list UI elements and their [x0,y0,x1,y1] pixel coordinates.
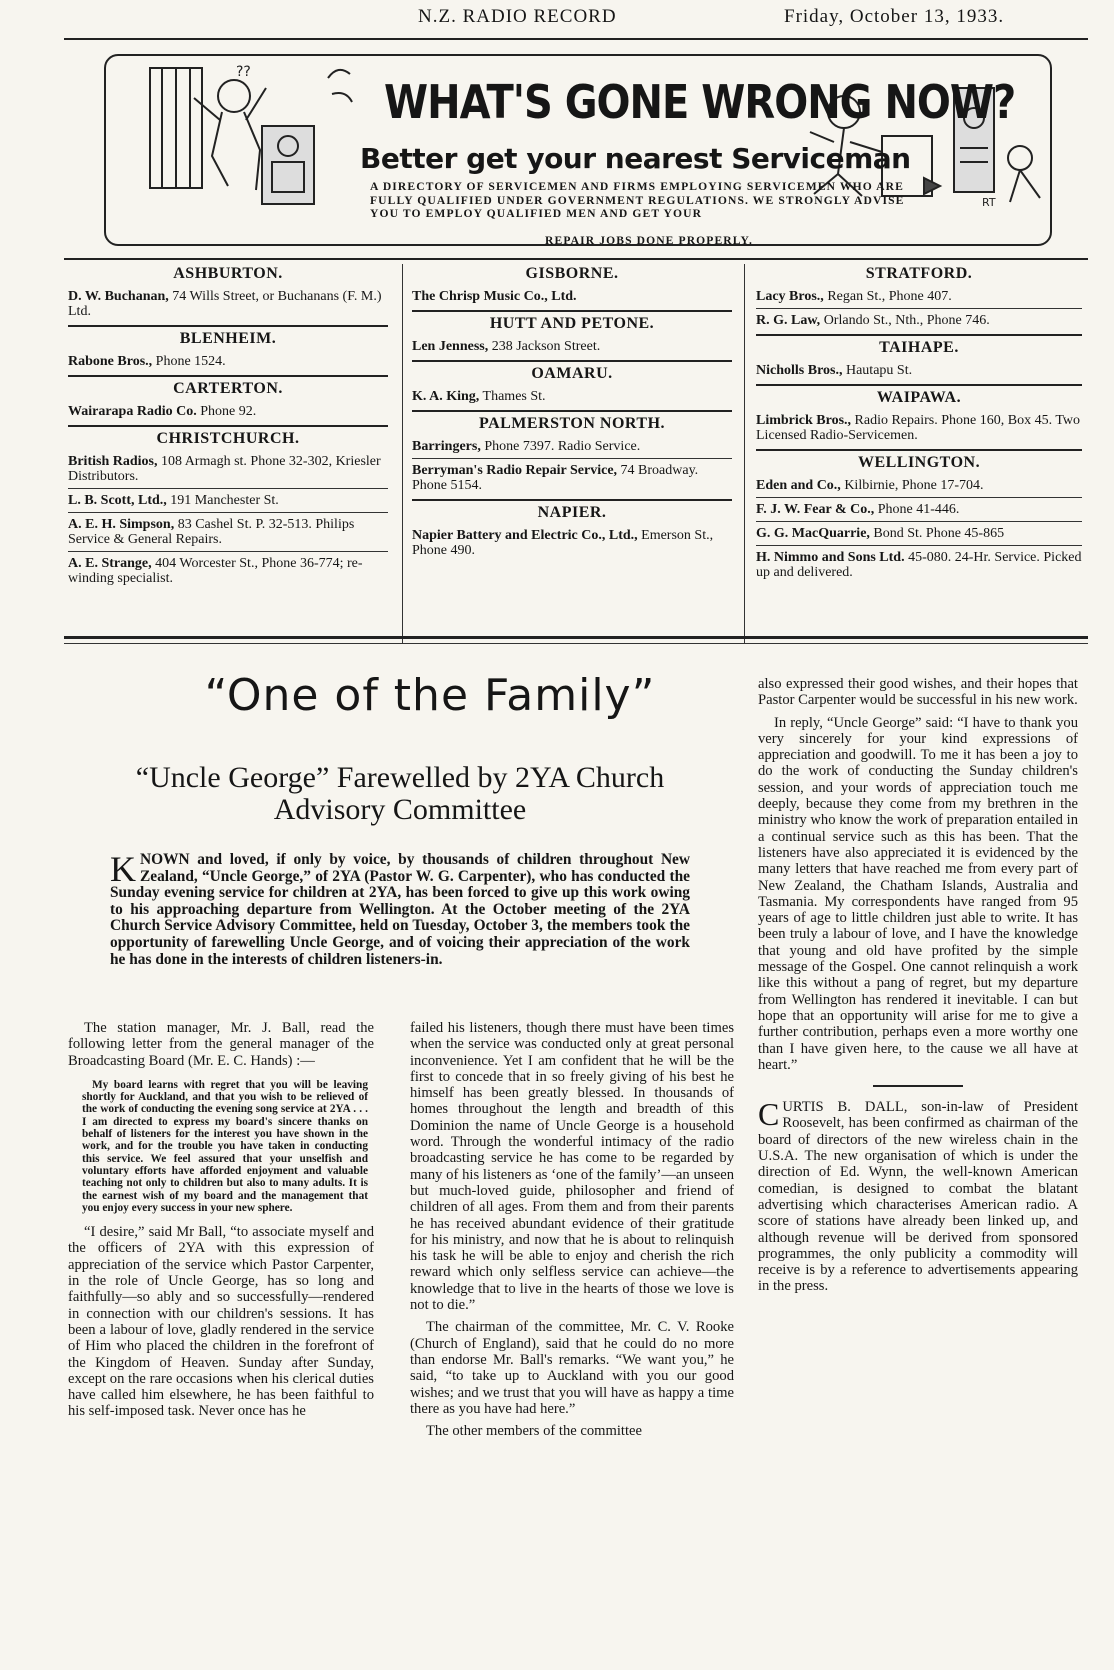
directory-section [756,340,1082,386]
firm-details: 108 Armagh st. Phone 32-302, Kriesler Distributors. [68,454,381,484]
section-separator [873,1085,963,1087]
directory-section [412,416,732,501]
cartoon-left-illustration [132,58,372,208]
directory-town-heading: OAMARU. [531,365,613,382]
directory-entry [412,524,732,562]
directory-entry [412,435,732,459]
directory-section [756,455,1082,584]
directory-column-2 [412,262,732,562]
svg-text:RT: RT [982,196,996,209]
curtis-text: URTIS B. DALL, son-in-law of President Roosevelt, has been confirmed as chairman of the board of directors of the new wireless chain in the U.S.A. The new organisation of which is under the direction of Ed. Wynn, the well-known American comedian, is designed to combat the blatant advertising which characterises American radio. A score of stations have already been linked up, and although revenue will be derived from sponsored programmes, the only publicity a commodity will receive is by a reference to advertisements appearing in the press. [758,1099,1078,1295]
firm-name: Len Jenness, [412,339,489,354]
firm-details: Emerson St., Phone 490. [412,528,714,558]
directory-column-1 [68,262,388,590]
directory-top-rule [64,258,1088,260]
directory-section [412,266,732,312]
directory-town-heading: WAIPAWA. [876,389,962,406]
curtis-dall-item [758,1096,1078,1295]
article-headline: “One of the Family” [204,670,656,721]
directory-bottom-rule [64,636,1088,639]
firm-details: Regan St., Phone 407. [823,289,952,304]
svg-text:??: ?? [236,64,251,80]
header-rule [64,38,1088,40]
firm-details: 238 Jackson Street. [488,339,601,354]
article-column-2 [410,1020,734,1445]
directory-town-heading: BLENHEIM. [179,330,277,347]
firm-details: Bond St. Phone 45-865 [869,526,1005,541]
firm-name: Nicholls Bros., [756,363,843,378]
directory-entry [68,285,388,323]
firm-details: 74 Broadway. Phone 5154. [412,463,699,493]
curtis-drop-cap: C [758,1096,780,1133]
directory-entry [756,498,1082,522]
article-paragraph: The chairman of the committee, Mr. C. V. Rooke (Church of England), said that he could do no more than endorse Mr. Ball's remarks. “We want you,” he said, “to take up to Auckland with you our good wishes; and we trust that you will have as happy a time there as you have had here.” [410,1319,734,1417]
firm-details: 191 Manchester St. [166,493,279,508]
firm-name: A. E. H. Simpson, [68,517,175,532]
banner-directory-text: A DIRECTORY OF SERVICEMEN AND FIRMS EMPLOYING SERVICEMEN WHO ARE FULLY QUALIFIED UNDER GOVERNMENT REGULATIONS. WE STRONGLY ADVISE YOU TO EMPLOY QUALIFIED MEN AND GET YOUR [370,180,905,220]
firm-name: Berryman's Radio Repair Service, [412,463,618,478]
directory-entry [68,450,388,489]
firm-name: Lacy Bros., [756,289,824,304]
directory-town-heading: TAIHAPE. [879,339,959,356]
firm-name: D. W. Buchanan, [68,289,169,304]
firm-name: Limbrick Bros., [756,413,852,428]
directory-town-heading: PALMERSTON NORTH. [478,415,666,432]
firm-name: Rabone Bros., [68,354,153,369]
directory-entry [756,359,1082,382]
directory-entry [756,522,1082,546]
article-paragraph: also expressed their good wishes, and their hopes that Pastor Carpenter would be successful in his new work. [758,676,1078,709]
banner-directory-text-end: REPAIR JOBS DONE PROPERLY. [545,234,753,247]
directory-section [68,331,388,377]
firm-name: L. B. Scott, Ltd., [68,493,167,508]
directory-entry [68,552,388,590]
directory-bottom-rule [64,643,1088,644]
banner-title: WHAT'S GONE WRONG NOW? [384,76,1016,130]
firm-details: 404 Worcester St., Phone 36-774; re-winding specialist. [68,556,363,586]
article-subheadline: “Uncle George” Farewelled by 2YA Church Advisory Committee [135,761,665,826]
directory-entry [412,459,732,497]
directory-town-heading: WELLINGTON. [857,454,981,471]
publication-name: N.Z. RADIO RECORD [418,6,617,27]
article-paragraph: In reply, “Uncle George” said: “I have to thank you very sincerely for your kind expressions of appreciation and goodwill. To me it has been a joy to do the work of conducting the Sunday children's session, and your words of appreciation touch me deeply, because they come from my brethren in the ministry who know the work of preparation entailed in a continual service such as this has been. That the listeners have also appreciated it is evidenced by the many letters that have reached me from every part of New Zealand, the Chatham Islands, Australia and Tasmania. My correspondents have ranged from 95 years of age to little children just able to write. It has been truly a labour of love, and I have the knowledge that young and old have profited by the simple message of the Gospel. One cannot relinquish a work like this without a pang of regret, but my departure from Wellington has rendered it inevitable. I can but hope that an opportunity will arise for me to give a further contribution, perhaps even a more worthy one than I have given here, to the cause we all have at heart.” [758,714,1078,1073]
intro-text: NOWN and loved, if only by voice, by thousands of children throughout New Zealand, “Uncle George,” of 2YA (Pastor W. G. Carpenter), who has conducted the Sunday evening service for children at 2YA, has been forced to give up this work owing to his approaching departure from Wellington. At the October meeting of the 2YA Church Service Advisory Committee, held on Tuesday, October 3, the members took the opportunity of farewelling Uncle George, and of voicing their appreciation of the work he has done in the interests of children listeners-in. [110,851,690,968]
article-column-1 [68,1020,374,1426]
firm-details: Phone 1524. [152,354,226,369]
directory-section [412,366,732,412]
firm-details: Phone 7397. Radio Service. [480,439,641,454]
firm-details: 74 Wills Street, or Buchanans (F. M.) Ltd. [68,289,382,319]
article-intro [110,849,690,968]
directory-entry [756,546,1082,584]
directory-entry [756,285,1082,309]
article-paragraph: failed his listeners, though there must have been times when the service was conducted only at great personal inconvenience. Yet I am confident that he will be the first to concede that in so freely giving of his best he himself has been greatly blessed. In thousands of homes throughout the length and breadth of this Dominion the name of Uncle George is a household word. Through the wonderful intimacy of the radio broadcasting service he has come to be regarded by many of his listeners as ‘one of the family’—an unseen but much-loved guide, philosopher and friend of children of all ages. From them and from their parents he has received abundant evidence of their gratitude for his ministry, and now that he is about to relinquish his task he will be able to enjoy and cherish the rich reward which only selfless service can achieve—the knowledge that to live in the hearts of those we love is not to die.” [410,1020,734,1314]
directory-entry [412,335,732,358]
firm-details: Radio Repairs. Phone 160, Box 45. Two Licensed Radio-Servicemen. [756,413,1081,443]
directory-town-heading: CARTERTON. [173,380,283,397]
directory-section [68,266,388,327]
firm-name: F. J. W. Fear & Co., [756,502,875,517]
column-divider [744,264,745,644]
directory-section [68,381,388,427]
firm-details: Hautapu St. [842,363,913,378]
directory-entry [68,400,388,423]
issue-date: Friday, October 13, 1933. [784,6,1005,27]
firm-name: British Radios, [68,454,158,469]
directory-town-heading: ASHBURTON. [173,265,283,282]
firm-details: Thames St. [479,389,546,404]
firm-details: Phone 92. [196,404,257,419]
directory-entry [68,513,388,552]
firm-name: The Chrisp Music Co., Ltd. [412,289,577,304]
firm-name: K. A. King, [412,389,480,404]
firm-name: A. E. Strange, [68,556,152,571]
firm-name: Wairarapa Radio Co. [68,404,197,419]
firm-details: Phone 41-446. [874,502,960,517]
directory-section [756,266,1082,336]
column-divider [402,264,403,644]
article-paragraph: The station manager, Mr. J. Ball, read the following letter from the general manager of the Broadcasting Board (Mr. E. C. Hands) :— [68,1020,374,1069]
directory-town-heading: CHRISTCHURCH. [156,430,300,447]
directory-entry [756,409,1082,447]
directory-column-3 [756,262,1082,584]
board-letter-quote: My board learns with regret that you will be leaving shortly for Auckland, and that you wish to be relieved of the work of conducting the evening song service at 2YA . . . I am directed to express my board's sincere thanks on behalf of listeners for the interest you have shown in the work, and for the trouble you have taken in conducting this service. We feel assured that your unselfish and voluntary efforts have afforded enjoyment and valuable teaching not only to children but also to many adults. It is the earnest wish of my board and the management that you enjoy every success in your new sphere. [82,1078,368,1214]
directory-town-heading: STRATFORD. [865,265,973,282]
firm-details: 45-080. 24-Hr. Service. Picked up and delivered. [756,550,1082,580]
intro-drop-cap: K [110,849,136,889]
directory-entry [756,474,1082,498]
firm-details: 83 Cashel St. P. 32-513. Philips Service & General Repairs. [68,517,355,547]
directory-town-heading: NAPIER. [537,504,607,521]
firm-details: Kilbirnie, Phone 17-704. [840,478,984,493]
banner-subtitle: Better get your nearest Serviceman [360,142,911,175]
directory-entry [756,309,1082,332]
directory-entry [68,489,388,513]
firm-name: Barringers, [412,439,481,454]
firm-name: Eden and Co., [756,478,841,493]
directory-section [412,316,732,362]
firm-name: R. G. Law, [756,313,821,328]
firm-name: Napier Battery and Electric Co., Ltd., [412,528,638,543]
article-column-3 [758,676,1078,1301]
serviceman-banner [64,50,1088,250]
firm-name: H. Nimmo and Sons Ltd. [756,550,905,565]
directory-section [412,505,732,562]
firm-name: G. G. MacQuarrie, [756,526,870,541]
directory-town-heading: GISBORNE. [525,265,619,282]
directory-entry [68,350,388,373]
article-paragraph: The other members of the committee [426,1423,642,1440]
directory-section [756,390,1082,451]
article-paragraph: “I desire,” said Mr Ball, “to associate myself and the officers of 2YA with this expression of appreciation of the service which Pastor Carpenter, in the role of Uncle George, has so long and faithfully—so ably and so successfully—rendered in connection with our children's sessions. It has been a labour of love, gladly rendered in the service of Him who placed the children in the forefront of the Kingdom of Heaven. Sunday after Sunday, except on the rare occasions when his clerical duties have called him elsewhere, he has been faithful to his self-imposed task. Never once has he [68,1224,374,1420]
directory-town-heading: HUTT AND PETONE. [489,315,655,332]
directory-entry [412,285,732,308]
firm-details: Orlando St., Nth., Phone 746. [820,313,990,328]
directory-section [68,431,388,590]
directory-entry [412,385,732,408]
